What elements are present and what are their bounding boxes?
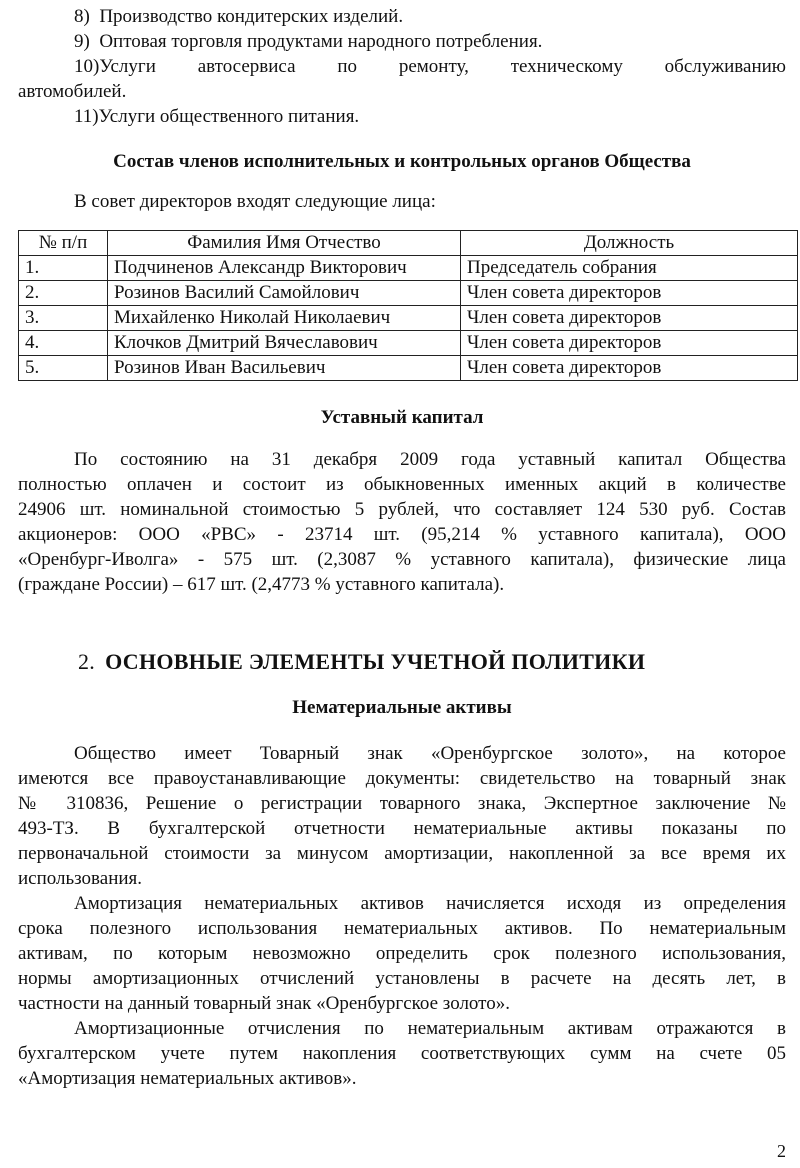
row-number: 2. bbox=[19, 281, 108, 306]
text-line: Общество имеет Товарный знак «Оренбургское золото», на которое bbox=[74, 743, 786, 764]
capital-heading: Уставный капитал bbox=[320, 407, 484, 428]
capital-paragraph bbox=[18, 447, 786, 597]
intangibles-paragraph-1 bbox=[18, 741, 786, 891]
text-line: Амортизационные отчисления по нематериальным активам отражаются в bbox=[74, 1018, 786, 1039]
row-number: 5. bbox=[19, 356, 108, 381]
list-item: 11)Услуги общественного питания. bbox=[74, 106, 360, 127]
text-line: Амортизация нематериальных активов начисляется исходя из определения bbox=[74, 893, 786, 914]
governance-heading: Состав членов исполнительных и контрольных органов Общества bbox=[113, 151, 691, 172]
text-line: акционеров: ООО «РВС» - 23714 шт. (95,214 % уставного капитала), ООО bbox=[18, 524, 786, 545]
text-line: имеются все правоустанавливающие документы: свидетельство на товарный знак bbox=[18, 768, 786, 789]
text-line: 24906 шт. номинальной стоимостью 5 рублей, что составляет 124 530 руб. Состав bbox=[18, 499, 786, 520]
text-line: использования. bbox=[18, 868, 143, 889]
text-line: нормы амортизационных отчислений установлены в расчете на десять лет, в bbox=[18, 968, 786, 989]
text-line: 493-ТЗ. В бухгалтерской отчетности нематериальные активы показаны по bbox=[18, 818, 786, 839]
text-line: частности на данный товарный знак «Оренбургское золото». bbox=[18, 993, 510, 1014]
member-position: Член совета директоров bbox=[461, 306, 798, 331]
member-position: Член совета директоров bbox=[461, 356, 798, 381]
row-number: 3. bbox=[19, 306, 108, 331]
intangibles-paragraph-3 bbox=[18, 1016, 786, 1091]
activity-list bbox=[18, 4, 786, 129]
text-line: (граждане России) – 617 шт. (2,4773 % уставного капитала). bbox=[18, 574, 505, 595]
member-name: Михайленко Николай Николаевич bbox=[108, 306, 461, 331]
member-name: Клочков Дмитрий Вячеславович bbox=[108, 331, 461, 356]
list-item: 9) Оптовая торговля продуктами народного потребления. bbox=[74, 31, 543, 52]
section-2-heading bbox=[18, 649, 786, 675]
board-intro: В совет директоров входят следующие лица: bbox=[74, 191, 436, 212]
section-title: ОСНОВНЫЕ ЭЛЕМЕНТЫ УЧЕТНОЙ ПОЛИТИКИ bbox=[105, 649, 646, 674]
member-position: Член совета директоров bbox=[461, 331, 798, 356]
text-line: № 310836, Решение о регистрации товарного знака, Экспертное заключение № bbox=[18, 793, 786, 814]
page-number: 2 bbox=[777, 1141, 786, 1161]
member-position: Председатель собрания bbox=[461, 256, 798, 281]
member-name: Розинов Василий Самойлович bbox=[108, 281, 461, 306]
text-line: полностью оплачен и состоит из обыкновенных именных акций в количестве bbox=[18, 474, 786, 495]
text-line: По состоянию на 31 декабря 2009 года уставный капитал Общества bbox=[74, 449, 786, 470]
list-item: 8) Производство кондитерских изделий. bbox=[74, 6, 404, 27]
list-item-continuation: автомобилей. bbox=[18, 81, 127, 102]
text-line: срока полезного использования нематериальных активов. По нематериальным bbox=[18, 918, 786, 939]
intangibles-paragraph-2 bbox=[18, 891, 786, 1016]
board-table bbox=[18, 230, 798, 381]
text-line: «Оренбург-Иволга» - 575 шт. (2,3087 % уставного капитала), физические лица bbox=[18, 549, 786, 570]
column-header: Фамилия Имя Отчество bbox=[108, 231, 461, 256]
column-header: Должность bbox=[461, 231, 798, 256]
column-header: № п/п bbox=[19, 231, 108, 256]
member-position: Член совета директоров bbox=[461, 281, 798, 306]
text-line: бухгалтерском учете путем накопления соответствующих сумм на счете 05 bbox=[18, 1043, 786, 1064]
text-line: активам, по которым невозможно определить срок полезного использования, bbox=[18, 943, 786, 964]
table-row bbox=[19, 356, 798, 381]
member-name: Розинов Иван Васильевич bbox=[108, 356, 461, 381]
table-header-row bbox=[19, 231, 798, 256]
text-line: «Амортизация нематериальных активов». bbox=[18, 1068, 357, 1089]
table-row bbox=[19, 256, 798, 281]
section-number: 2. bbox=[78, 649, 96, 674]
row-number: 1. bbox=[19, 256, 108, 281]
row-number: 4. bbox=[19, 331, 108, 356]
member-name: Подчиненов Александр Викторович bbox=[108, 256, 461, 281]
list-item: 10)Услуги автосервиса по ремонту, техническому обслуживанию bbox=[74, 56, 786, 77]
text-line: первоначальной стоимости за минусом амортизации, накопленной за все время их bbox=[18, 843, 786, 864]
intangibles-heading: Нематериальные активы bbox=[292, 697, 512, 718]
table-row bbox=[19, 281, 798, 306]
table-row bbox=[19, 306, 798, 331]
table-row bbox=[19, 331, 798, 356]
